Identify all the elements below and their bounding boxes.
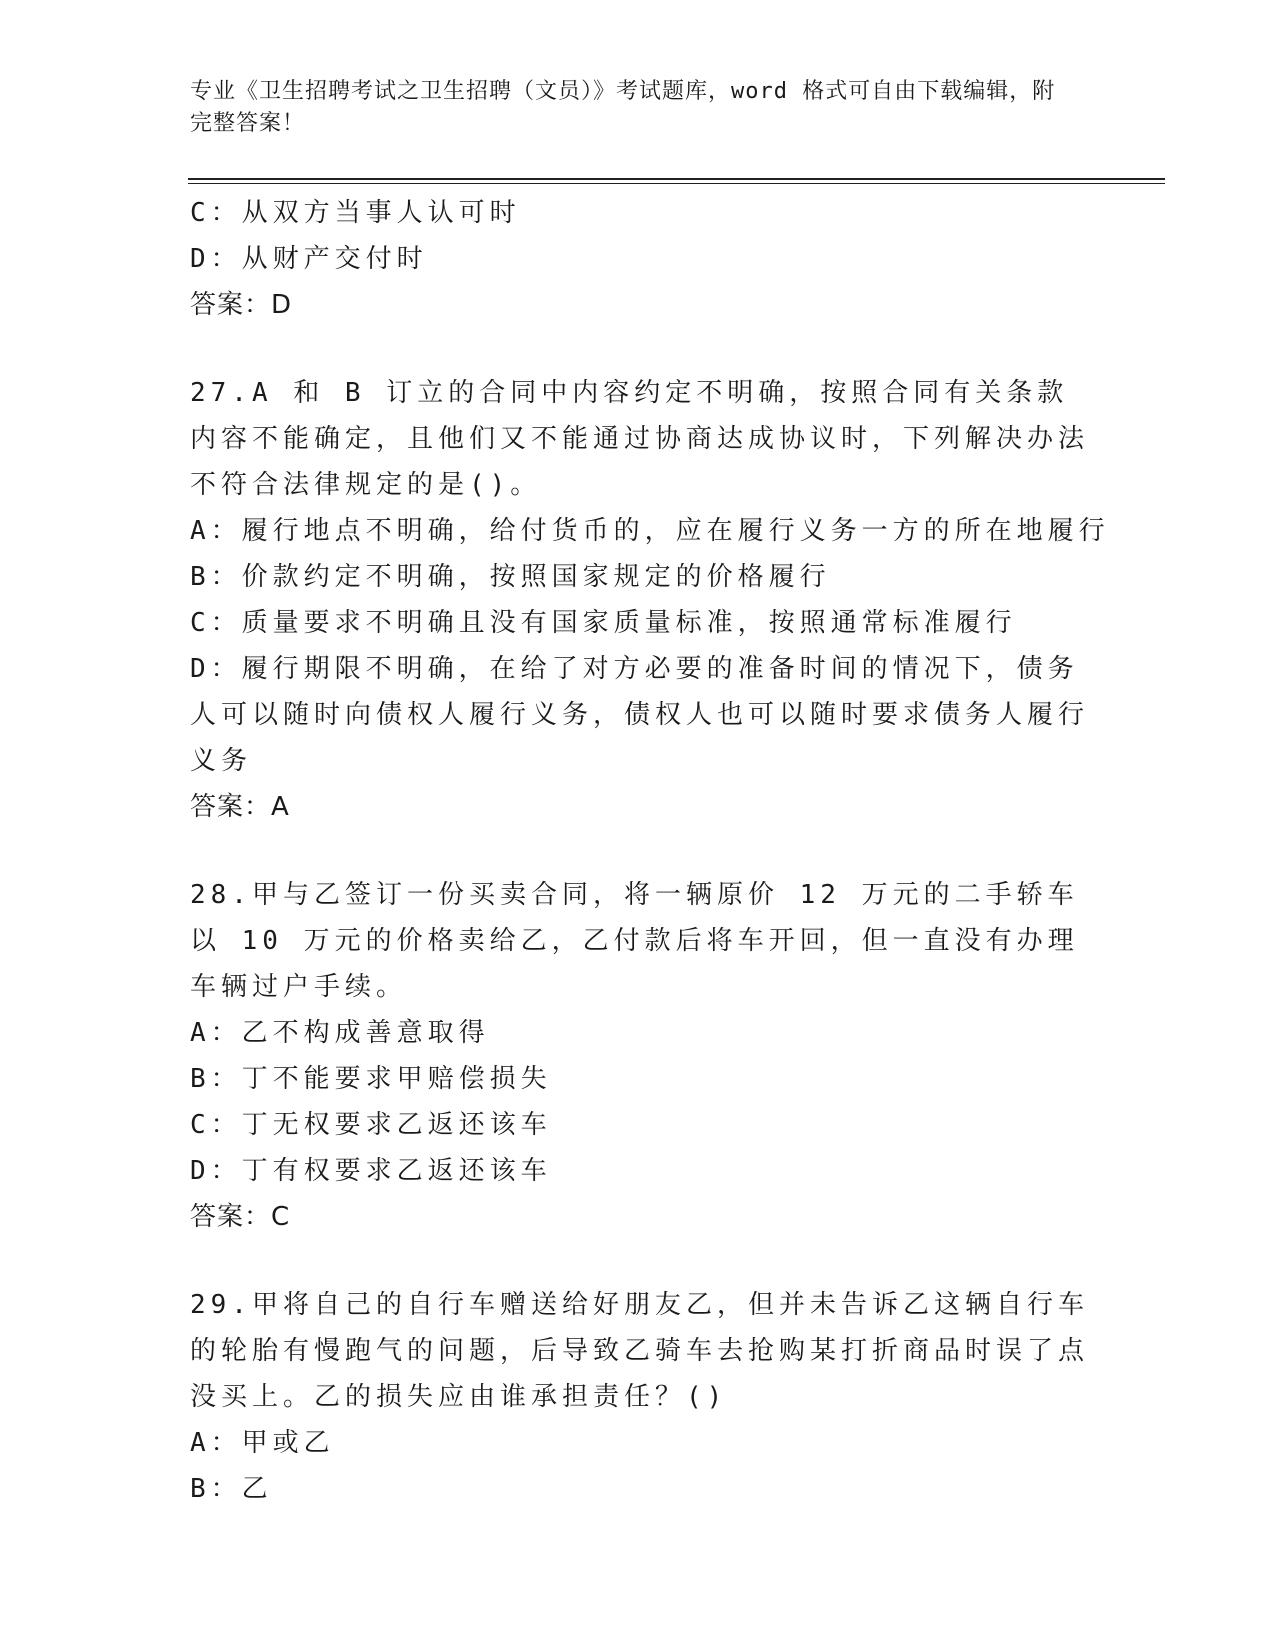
document-header: 专业《卫生招聘考试之卫生招聘（文员）》考试题库，word 格式可自由下载编辑，附完整答案！ (190, 79, 1056, 136)
question-27-stem: 27.A 和 B 订立的合同中内容约定不明确，按照合同有关条款内容不能确定，且他们又不能通过协商达成协议时，下列解决办法不符合法律规定的是()。 (190, 378, 1090, 500)
question-27-option-c: C：质量要求不明确且没有国家质量标准，按照通常标准履行 (190, 608, 1017, 638)
question-28-stem: 28.甲与乙签订一份买卖合同，将一辆原价 12 万元的二手轿车以 10 万元的价格卖给乙，乙付款后将车开回，但一直没有办理车辆过户手续。 (190, 880, 1079, 1002)
question-28-option-a: A：乙不构成善意取得 (190, 1018, 490, 1048)
question-29-option-a: A：甲或乙 (190, 1428, 335, 1458)
question-27-option-a: A：履行地点不明确，给付货币的，应在履行义务一方的所在地履行 (190, 516, 1110, 546)
question-list (190, 190, 1110, 1512)
question-27-option-b: B：价款约定不明确，按照国家规定的价格履行 (190, 562, 831, 592)
option-d: D：从财产交付时 (190, 244, 428, 274)
option-c: C：从双方当事人认可时 (190, 198, 521, 228)
question-29-option-b: B：乙 (190, 1474, 273, 1504)
question-27-answer: 答案：A (190, 792, 290, 822)
header-rule-thick (188, 178, 1165, 180)
answer-line: 答案：D (190, 290, 293, 320)
question-28-option-c: C：丁无权要求乙返还该车 (190, 1110, 552, 1140)
question-28-option-b: B：丁不能要求甲赔偿损失 (190, 1064, 552, 1094)
question-29-stem: 29.甲将自己的自行车赠送给好朋友乙，但并未告诉乙这辆自行车的轮胎有慢跑气的问题，后导致乙骑车去抢购某打折商品时误了点没买上。乙的损失应由谁承担责任？() (190, 1290, 1090, 1412)
question-27-option-d: D：履行期限不明确，在给了对方必要的准备时间的情况下，债务人可以随时向债权人履行义务，债权人也可以随时要求债务人履行义务 (190, 654, 1090, 776)
question-28-answer: 答案：C (190, 1202, 291, 1232)
question-28-option-d: D：丁有权要求乙返还该车 (190, 1156, 552, 1186)
header-rule-thin (188, 183, 1165, 184)
